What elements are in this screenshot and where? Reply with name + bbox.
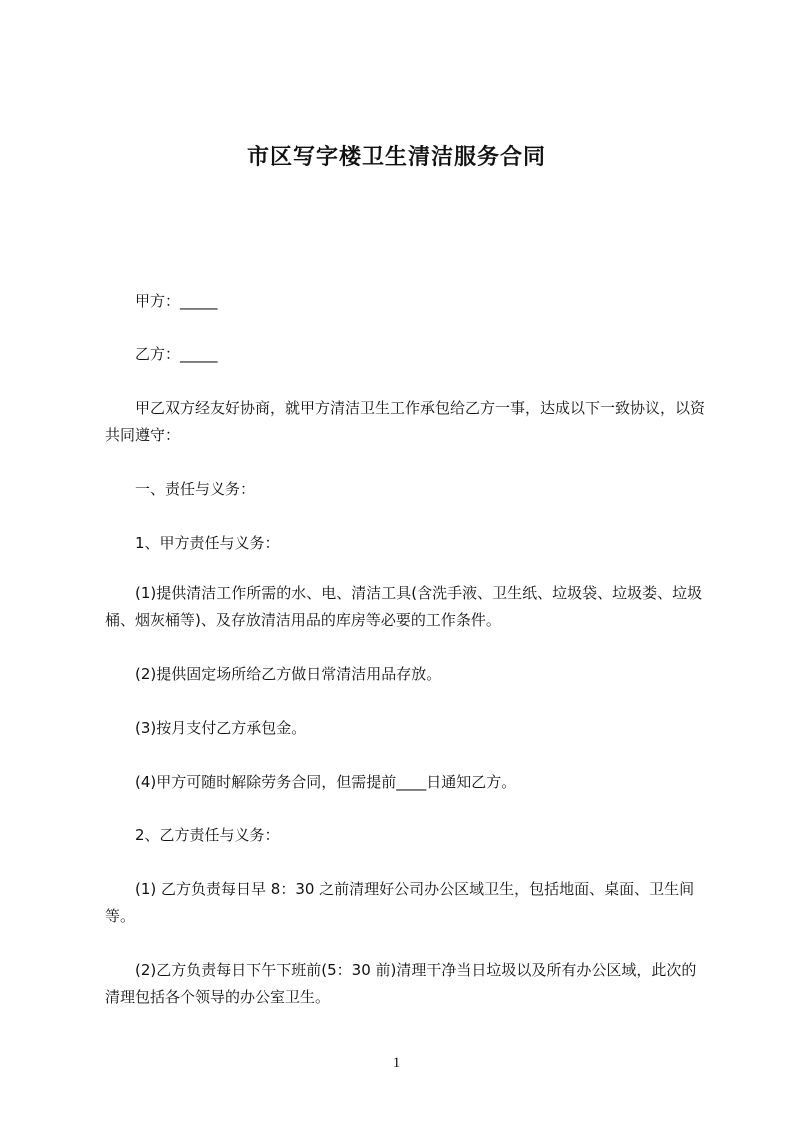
party-b-line: 乙方：_____ (135, 345, 218, 363)
party-a-item-2: (2)提供固定场所给乙方做日常清洁用品存放。 (135, 665, 442, 683)
section-1-heading: 一、责任与义务： (135, 480, 256, 498)
section-1-2-heading: 2、乙方责任与义务： (135, 826, 280, 844)
page-number: 1 (392, 1055, 401, 1071)
party-a-item-3: (3)按月支付乙方承包金。 (135, 719, 307, 737)
section-1-1-heading: 1、甲方责任与义务： (135, 534, 280, 552)
party-a-line: 甲方：_____ (135, 292, 218, 310)
party-b-item-1: (1) 乙方负责每日早 8：30 之前清理好公司办公区域卫生，包括地面、桌面、卫生间等。 (105, 880, 695, 925)
party-a-item-4: (4)甲方可随时解除劳务合同，但需提前____日通知乙方。 (135, 773, 517, 791)
party-b-item-2: (2)乙方负责每日下午下班前(5：30 前)清理干净当日垃圾以及所有办公区域，此次的清理包括各个领导的办公室卫生。 (105, 961, 697, 1006)
document-title: 市区写字楼卫生清洁服务合同 (246, 145, 546, 170)
party-a-item-1: (1)提供清洁工作所需的水、电、清洁工具(含洗手液、卫生纸、垃圾袋、垃圾娄、垃圾桶、烟灰桶等)、及存放清洁用品的库房等必要的工作条件。 (105, 584, 703, 629)
intro-paragraph: 甲乙双方经友好协商，就甲方清洁卫生工作承包给乙方一事，达成以下一致协议，以资共同遵守： (105, 399, 706, 444)
